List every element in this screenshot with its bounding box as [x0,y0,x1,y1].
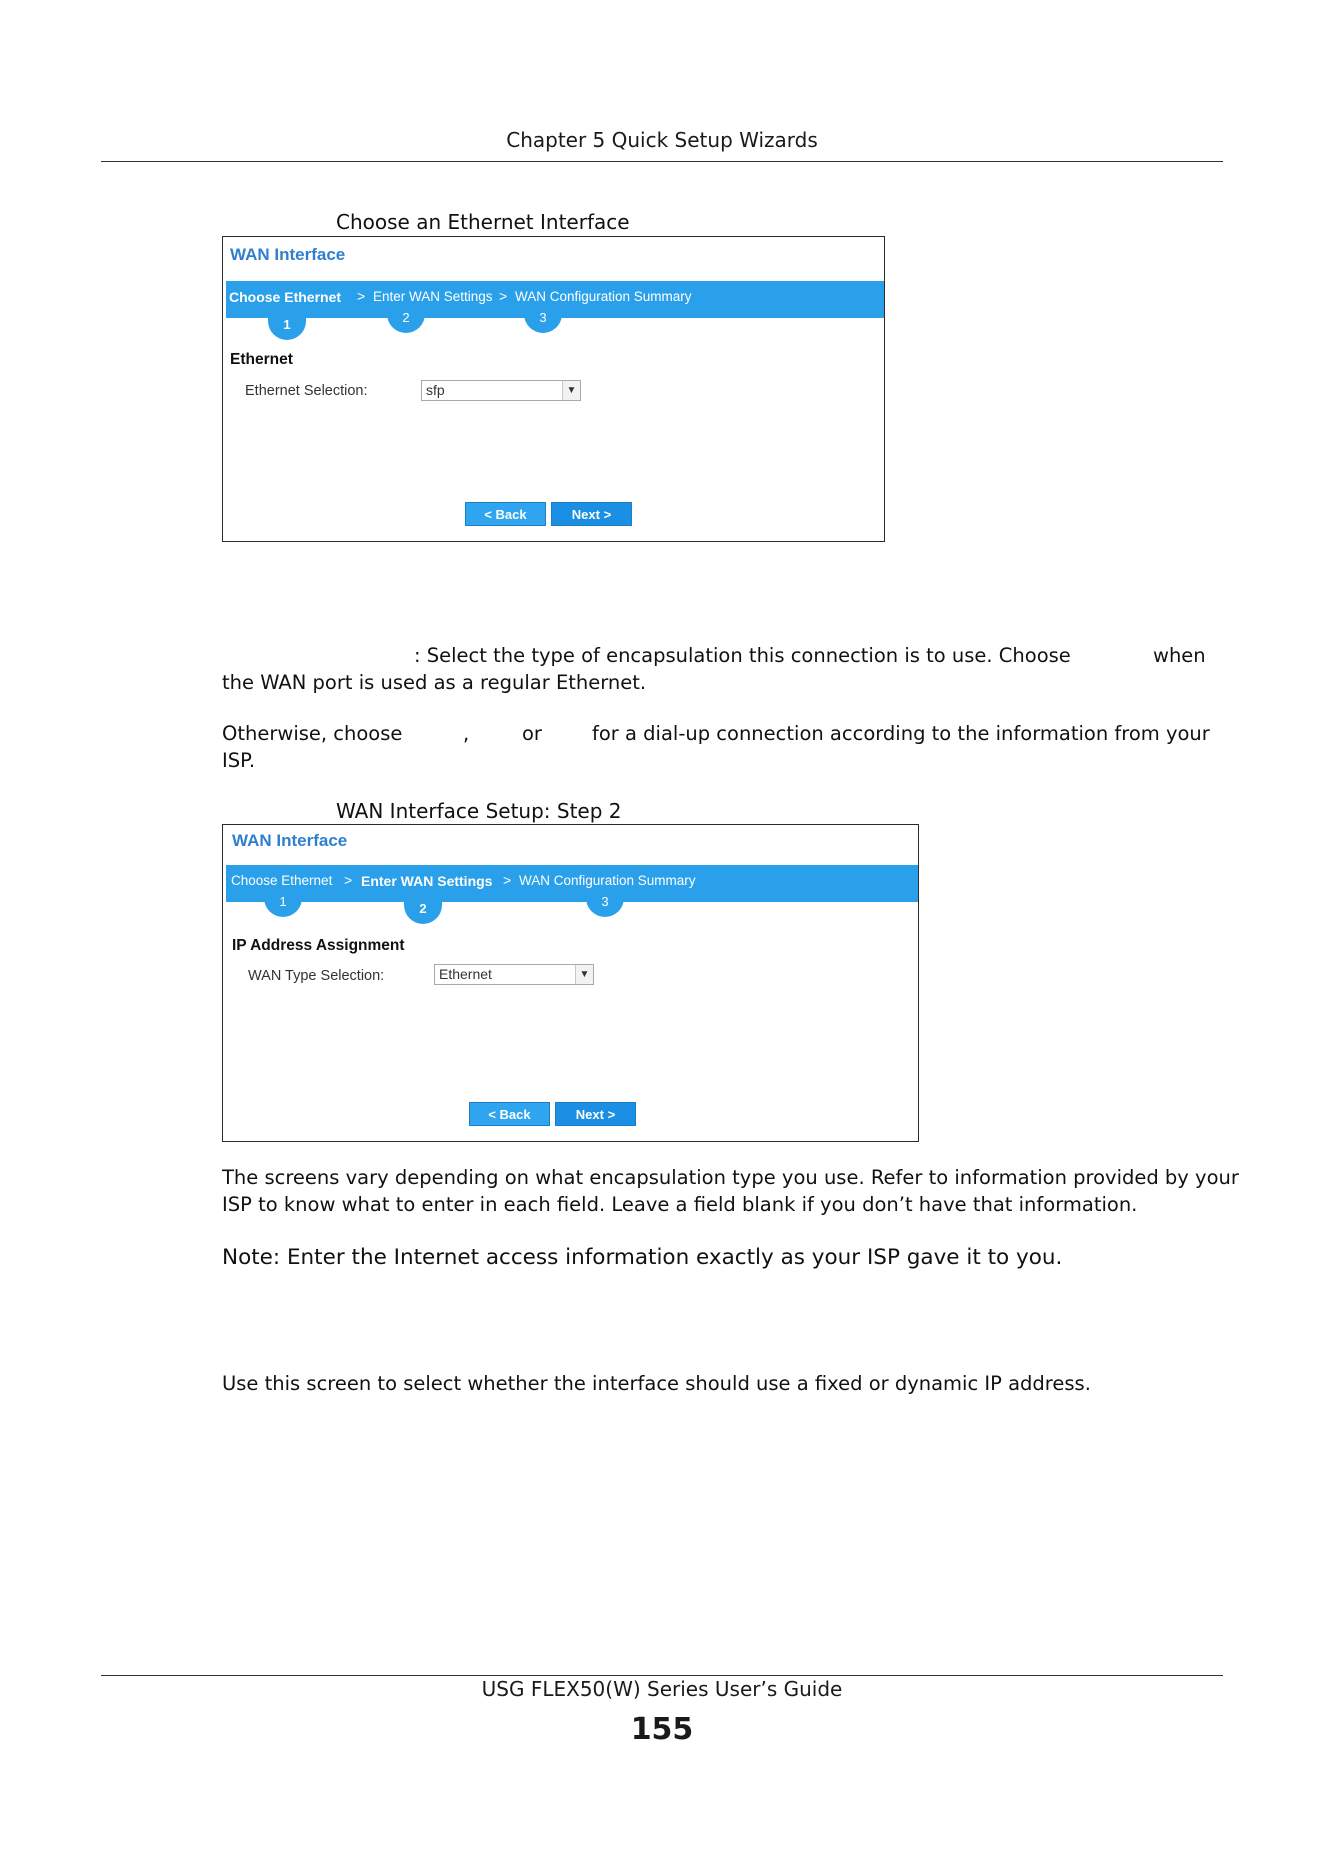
paragraph-2-text-4: for a dial-up connection according to the information from your [592,722,1210,745]
step-separator-icon: > [499,288,508,304]
step-enter-wan-settings: Enter WAN Settings [373,289,493,304]
step-enter-wan-settings: Enter WAN Settings [361,873,493,889]
wan-type-selection-dropdown[interactable] [434,964,594,985]
step-number-1: 1 [264,893,302,917]
paragraph-1-line-2: the WAN port is used as a regular Ethernet. [222,671,647,694]
paragraph-2-line-2: ISP. [222,749,256,772]
paragraph-3-line-2: ISP to know what to enter in each field. Leave a field blank if you don’t have that information. [222,1193,1138,1216]
step-wan-configuration-summary: WAN Configuration Summary [515,289,692,304]
chevron-down-icon: ▼ [562,381,580,400]
panel-title: WAN Interface [232,831,348,850]
wan-interface-panel-2 [222,824,919,1142]
next-button[interactable]: Next > [551,502,632,526]
section-label-ip-address-assignment: IP Address Assignment [232,937,405,954]
step-separator-icon: > [344,872,353,888]
step-number-3: 3 [524,309,562,333]
paragraph-3-line-1: The screens vary depending on what encapsulation type you use. Refer to information provided by your [222,1166,1239,1189]
step-choose-ethernet: Choose Ethernet [231,873,333,888]
page-number: 155 [630,1712,694,1747]
step-number-2: 2 [404,900,442,924]
panel-title: WAN Interface [230,245,346,264]
step-choose-ethernet: Choose Ethernet [229,289,342,305]
step-number-3: 3 [586,893,624,917]
chevron-down-icon: ▼ [575,965,593,984]
note-text: Note: Enter the Internet access information exactly as your ISP gave it to you. [222,1245,1063,1270]
ethernet-selection-dropdown[interactable] [421,380,581,401]
footer-guide-title: USG FLEX50(W) Series User’s Guide [481,1677,843,1701]
ethernet-selection-value: sfp [426,382,445,398]
step-number-2: 2 [387,309,425,333]
header-rule [101,161,1223,162]
wan-interface-panel-1 [222,236,885,542]
step-separator-icon: > [357,288,366,304]
back-button[interactable]: < Back [469,1102,550,1126]
footer-rule [101,1675,1223,1676]
step-separator-icon: > [503,872,512,888]
figure-caption-2: WAN Interface Setup: Step 2 [336,799,622,823]
paragraph-2-text-1: Otherwise, choose [222,722,403,745]
back-button[interactable]: < Back [465,502,546,526]
paragraph-4: Use this screen to select whether the interface should use a fixed or dynamic IP address. [222,1372,1091,1395]
wan-type-selection-label: WAN Type Selection: [248,968,385,984]
step-number-1: 1 [268,316,306,340]
paragraph-2-text-3: or [522,722,542,745]
step-wan-configuration-summary: WAN Configuration Summary [519,873,696,888]
figure-caption-1: Choose an Ethernet Interface [336,210,630,234]
paragraph-1-line-1: : Select the type of encapsulation this connection is to use. Choose [414,644,1071,667]
wizard-step-bar [226,865,918,902]
wan-type-selection-value: Ethernet [439,966,492,982]
chapter-header: Chapter 5 Quick Setup Wizards [506,128,818,152]
section-label-ethernet: Ethernet [230,351,293,368]
paragraph-2-text-2: , [463,722,470,745]
ethernet-selection-label: Ethernet Selection: [245,383,368,399]
next-button[interactable]: Next > [555,1102,636,1126]
paragraph-1-line-1-end: when [1153,644,1206,667]
